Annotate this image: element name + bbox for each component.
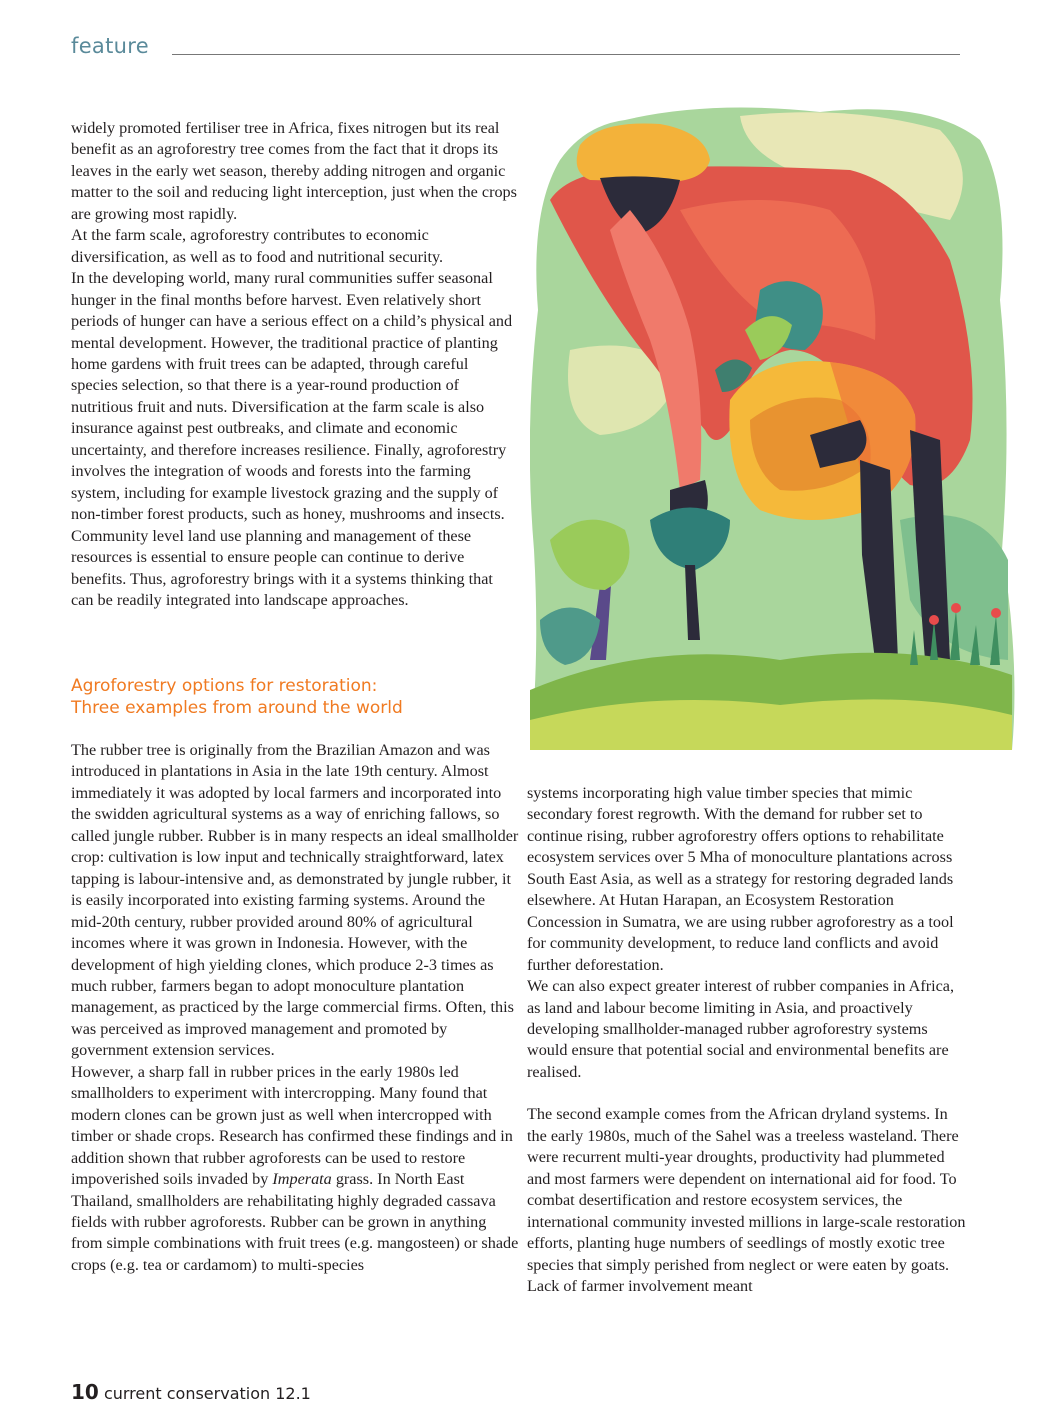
imperata-italic: Imperata — [272, 1170, 332, 1189]
header-rule — [172, 54, 960, 55]
intro-paragraph: In the developing world, many rural communities suffer seasonal hunger in the final months before harvest. Even relatively short periods of hunger can have a serious effect on a child’s physical and mental development. However, the traditional practice of planting home gardens with fruit trees can be adapted, through careful species selection, so that there is a year-round production of nutritious fruit and nuts. Diversification at the farm scale is also insurance against pest outbreaks, and climate and economic uncertainty, and therefore increases resilience. Finally, agroforestry involves the integration of woods and forests into the farming system, including for example livestock grazing and the supply of non-timber forest products, such as honey, mushrooms and insects. Community level land use planning and management of these resources is essential to ensure people can continue to derive benefits. Thus, agroforestry brings with it a systems thinking that can be readily integrated into landscape approaches. — [71, 269, 513, 609]
page-number: 10 — [71, 1380, 99, 1404]
rubber-paragraph-1: The rubber tree is originally from the Brazilian Amazon and was introduced in plantations in Asia in the late 19th century. Almost immediately it was adopted by local farmers and incorporated into the swidden agricultural systems as a way of enriching fallows, so called jungle rubber. Rubber is in many respects an ideal smallholder crop: cultivation is low input and technically straightforward, latex tapping is labour-intensive and, as demonstrated by jungle rubber, it is easily incorporated into existing farming systems. Around the mid-20th century, rubber provided around 80% of agricultural incomes where it was grown in Indonesia. However, with the development of high yielding clones, which produce 2-3 times as much rubber, farmers began to adopt monoculture plantation management, as practiced by the large commercial firms. Often, this was perceived as improved management and promoted by government extension services. — [71, 741, 519, 1060]
intro-text-column — [71, 118, 519, 611]
section-label: feature — [71, 34, 149, 58]
ground-highlight — [530, 699, 1012, 750]
flower — [991, 608, 1001, 618]
subheading-line-1: Agroforestry options for restoration: — [71, 676, 378, 696]
rubber-paragraph-2 — [71, 1062, 519, 1277]
subheading-line-2: Three examples from around the world — [71, 697, 403, 718]
publication-name: current conservation 12.1 — [103, 1384, 311, 1403]
paragraph-gap — [527, 1083, 967, 1104]
right-text-column — [527, 783, 967, 1297]
farmer-illustration — [530, 100, 1020, 750]
flower — [951, 603, 961, 613]
page-footer — [71, 1380, 311, 1404]
right-paragraph-1: systems incorporating high value timber species that mimic secondary forest regrowth. With the demand for rubber set to continue rising, rubber agroforestry offers options to rehabilitate ecosystem services over 5 Mha of monoculture plantations across South East Asia, as well as a strategy for restoring degraded lands elsewhere. At Hutan Harapan, an Ecosystem Restoration Concession in Sumatra, we are using rubber agroforestry as a tool for community development, to reduce land conflicts and avoid further deforestation. — [527, 784, 954, 974]
right-paragraph-3: The second example comes from the African dryland systems. In the early 1980s, much of the Sahel was a treeless wasteland. There were recurrent multi-year droughts, productivity had plummeted and most farmers were dependent on international aid for food. To combat desertification and restore ecosystem services, the international community invested millions in large-scale restoration efforts, planting huge numbers of seedlings of mostly exotic tree species that simply perished from neglect or were eaten by goats. Lack of farmer involvement meant — [527, 1105, 966, 1295]
right-paragraph-2: We can also expect greater interest of rubber companies in Africa, as land and labour become limiting in Asia, and proactively developing smallholder-managed rubber agroforestry systems would ensure that potential social and environmental benefits are realised. — [527, 977, 955, 1081]
intro-paragraph: widely promoted fertiliser tree in Africa, fixes nitrogen but its real benefit as an agroforestry tree comes from the fact that it drops its leaves in the early wet season, thereby adding nitrogen and organic matter to the soil and reducing light interception, just when the crops are growing most rapidly. — [71, 119, 517, 223]
intro-paragraph: At the farm scale, agroforestry contributes to economic diversification, as well as to food and nutritional security. — [71, 226, 444, 266]
rubber-p2-text-a: However, a sharp fall in rubber prices in the early 1980s led smallholders to experiment with intercropping. Many found that modern clones can be grown just as well when intercropped with timber or shade crops. Research has confirmed these findings and in addition shown that rubber agroforests can be used to restore impoverished soils invaded by — [71, 1062, 513, 1189]
rubber-text-column — [71, 740, 519, 1276]
flower — [929, 615, 939, 625]
section-subheading — [71, 676, 511, 719]
rubber-p2-text-b: grass. In North East Thailand, smallholders are rehabilitating highly degraded cassava fields with rubber agroforests. Rubber can be grown in anything from simple combinations with fruit trees (e.g. mangosteen) or shade crops (e.g. tea or cardamom) to multi-species — [71, 1170, 519, 1274]
